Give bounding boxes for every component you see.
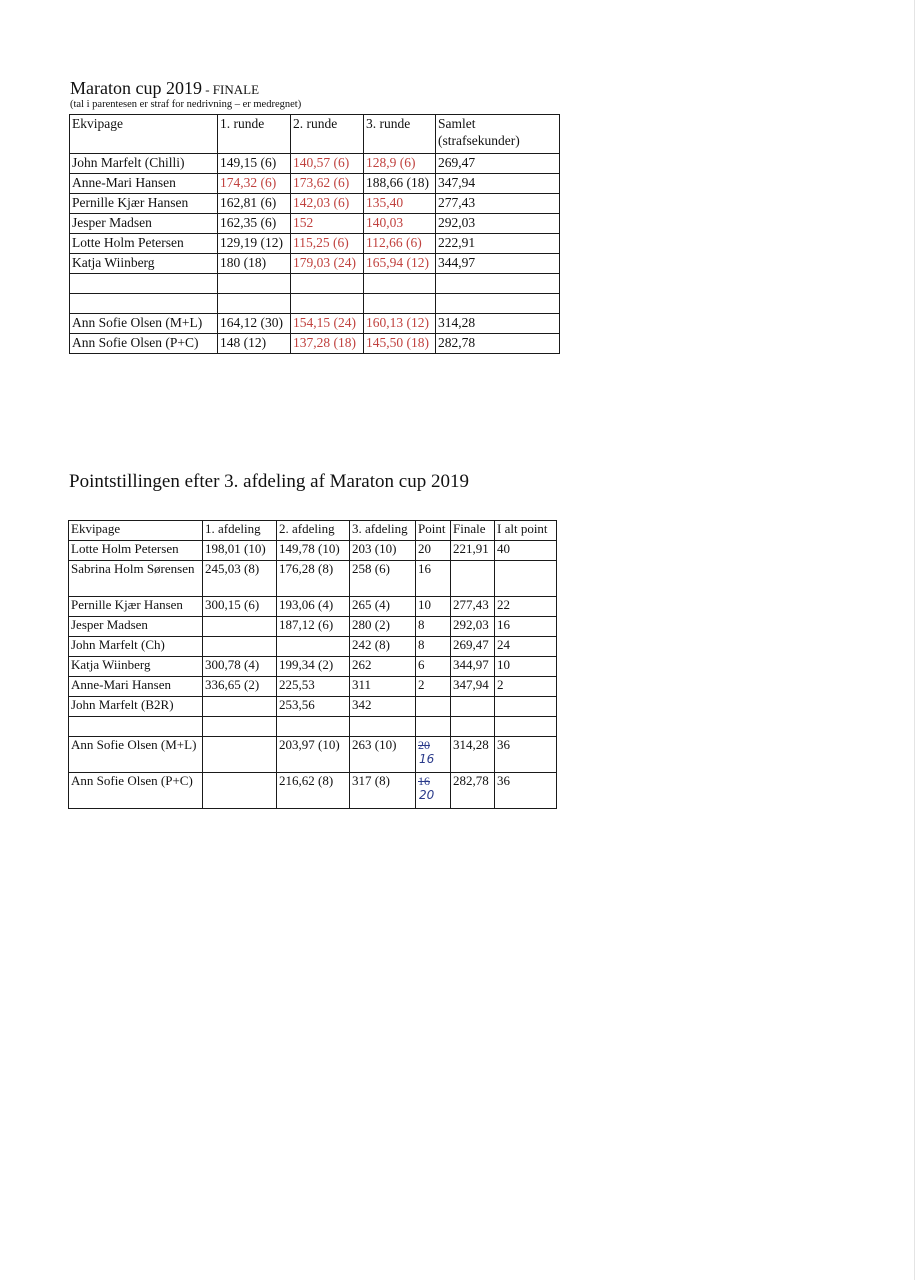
scan-edge-line bbox=[914, 0, 915, 1280]
division-cell bbox=[203, 737, 277, 773]
round-cell: 162,35 (6) bbox=[218, 214, 291, 234]
finale-title-suffix: - FINALE bbox=[201, 82, 260, 97]
header-cell: Ekvipage bbox=[69, 521, 203, 541]
name-cell: Ann Sofie Olsen (P+C) bbox=[70, 334, 218, 354]
header-cell: Ekvipage bbox=[70, 115, 218, 154]
name-cell bbox=[69, 717, 203, 737]
name-cell: Lotte Holm Petersen bbox=[69, 541, 203, 561]
table-row bbox=[69, 697, 557, 717]
division-cell: 317 (8) bbox=[350, 773, 416, 809]
total-cell: 282,78 bbox=[436, 334, 560, 354]
table-row bbox=[70, 174, 560, 194]
round-cell: 115,25 (6) bbox=[291, 234, 364, 254]
round-cell: 112,66 (6) bbox=[364, 234, 436, 254]
total-cell: 347,94 bbox=[436, 174, 560, 194]
total-cell: 36 bbox=[495, 737, 557, 773]
round-cell bbox=[218, 274, 291, 294]
division-cell: 176,28 (8) bbox=[277, 561, 350, 597]
division-cell: 198,01 (10) bbox=[203, 541, 277, 561]
name-cell: John Marfelt (Ch) bbox=[69, 637, 203, 657]
division-cell: 262 bbox=[350, 657, 416, 677]
header-cell: 2. afdeling bbox=[277, 521, 350, 541]
division-cell: 149,78 (10) bbox=[277, 541, 350, 561]
round-cell: 140,57 (6) bbox=[291, 154, 364, 174]
total-cell: 2 bbox=[495, 677, 557, 697]
finale-cell bbox=[451, 717, 495, 737]
finale-title: Maraton cup 2019 - FINALE bbox=[70, 78, 260, 98]
total-cell: 22 bbox=[495, 597, 557, 617]
total-cell bbox=[495, 717, 557, 737]
finale-subtitle: (tal i parentesen er straf for nedrivning – er medregnet) bbox=[70, 99, 302, 110]
point-cell bbox=[416, 737, 451, 773]
round-cell: 165,94 (12) bbox=[364, 254, 436, 274]
table-row bbox=[70, 254, 560, 274]
round-cell: 188,66 (18) bbox=[364, 174, 436, 194]
division-cell: 300,15 (6) bbox=[203, 597, 277, 617]
round-cell: 129,19 (12) bbox=[218, 234, 291, 254]
total-cell: 24 bbox=[495, 637, 557, 657]
empty-row bbox=[70, 294, 560, 314]
table-row bbox=[70, 214, 560, 234]
division-cell: 203 (10) bbox=[350, 541, 416, 561]
total-cell: 344,97 bbox=[436, 254, 560, 274]
total-cell: 277,43 bbox=[436, 194, 560, 214]
finale-cell: 277,43 bbox=[451, 597, 495, 617]
round-cell bbox=[291, 274, 364, 294]
division-cell: 342 bbox=[350, 697, 416, 717]
finale-cell: 347,94 bbox=[451, 677, 495, 697]
corrected-point: 20 bbox=[419, 788, 435, 802]
table-row bbox=[70, 194, 560, 214]
name-cell: Lotte Holm Petersen bbox=[70, 234, 218, 254]
round-cell: 174,32 (6) bbox=[218, 174, 291, 194]
point-cell bbox=[416, 773, 451, 809]
name-cell: John Marfelt (B2R) bbox=[69, 697, 203, 717]
total-cell: 222,91 bbox=[436, 234, 560, 254]
name-cell: Katja Wiinberg bbox=[70, 254, 218, 274]
header-cell: I alt point bbox=[495, 521, 557, 541]
division-cell: 225,53 bbox=[277, 677, 350, 697]
point-cell bbox=[416, 697, 451, 717]
round-cell bbox=[291, 294, 364, 314]
round-cell: 145,50 (18) bbox=[364, 334, 436, 354]
corrected-point: 16 bbox=[419, 752, 435, 766]
division-cell: 280 (2) bbox=[350, 617, 416, 637]
round-cell: 180 (18) bbox=[218, 254, 291, 274]
finale-cell: 269,47 bbox=[451, 637, 495, 657]
table-row bbox=[69, 737, 557, 773]
division-cell: 242 (8) bbox=[350, 637, 416, 657]
finale-cell bbox=[451, 561, 495, 597]
division-cell bbox=[277, 637, 350, 657]
round-cell: 135,40 bbox=[364, 194, 436, 214]
total-cell bbox=[436, 274, 560, 294]
standings-title: Pointstillingen efter 3. afdeling af Maraton cup 2019 bbox=[69, 471, 469, 492]
total-cell bbox=[495, 697, 557, 717]
round-cell: 140,03 bbox=[364, 214, 436, 234]
round-cell: 160,13 (12) bbox=[364, 314, 436, 334]
table-row bbox=[70, 234, 560, 254]
round-cell: 173,62 (6) bbox=[291, 174, 364, 194]
round-cell: 142,03 (6) bbox=[291, 194, 364, 214]
empty-row bbox=[69, 717, 557, 737]
division-cell: 253,56 bbox=[277, 697, 350, 717]
round-cell bbox=[364, 274, 436, 294]
header-cell: Finale bbox=[451, 521, 495, 541]
table-row bbox=[69, 617, 557, 637]
finale-cell: 314,28 bbox=[451, 737, 495, 773]
round-cell: 179,03 (24) bbox=[291, 254, 364, 274]
name-cell: Pernille Kjær Hansen bbox=[70, 194, 218, 214]
round-cell: 162,81 (6) bbox=[218, 194, 291, 214]
round-cell: 149,15 (6) bbox=[218, 154, 291, 174]
table-row bbox=[69, 657, 557, 677]
name-cell: Ann Sofie Olsen (P+C) bbox=[69, 773, 203, 809]
header-cell: 2. runde bbox=[291, 115, 364, 154]
name-cell: Anne-Mari Hansen bbox=[70, 174, 218, 194]
division-cell: 199,34 (2) bbox=[277, 657, 350, 677]
header-cell: 1. afdeling bbox=[203, 521, 277, 541]
point-cell: 20 bbox=[416, 541, 451, 561]
finale-header-row bbox=[70, 115, 560, 154]
name-cell: Jesper Madsen bbox=[69, 617, 203, 637]
point-cell: 6 bbox=[416, 657, 451, 677]
table-row bbox=[70, 314, 560, 334]
division-cell: 216,62 (8) bbox=[277, 773, 350, 809]
finale-cell: 282,78 bbox=[451, 773, 495, 809]
division-cell: 245,03 (8) bbox=[203, 561, 277, 597]
point-cell: 10 bbox=[416, 597, 451, 617]
header-cell: Samlet (strafsekunder) bbox=[436, 115, 560, 154]
finale-table bbox=[69, 114, 560, 354]
name-cell: Jesper Madsen bbox=[70, 214, 218, 234]
round-cell: 154,15 (24) bbox=[291, 314, 364, 334]
total-cell: 10 bbox=[495, 657, 557, 677]
point-cell: 8 bbox=[416, 617, 451, 637]
total-cell bbox=[436, 294, 560, 314]
struck-point: 16 bbox=[418, 774, 430, 788]
division-cell bbox=[203, 773, 277, 809]
name-cell: Anne-Mari Hansen bbox=[69, 677, 203, 697]
round-cell: 137,28 (18) bbox=[291, 334, 364, 354]
standings-header-row bbox=[69, 521, 557, 541]
total-cell: 269,47 bbox=[436, 154, 560, 174]
division-cell: 187,12 (6) bbox=[277, 617, 350, 637]
division-cell: 193,06 (4) bbox=[277, 597, 350, 617]
division-cell: 203,97 (10) bbox=[277, 737, 350, 773]
total-cell: 314,28 bbox=[436, 314, 560, 334]
division-cell bbox=[203, 717, 277, 737]
round-cell: 164,12 (30) bbox=[218, 314, 291, 334]
division-cell bbox=[203, 697, 277, 717]
division-cell: 263 (10) bbox=[350, 737, 416, 773]
header-cell: Point bbox=[416, 521, 451, 541]
name-cell bbox=[70, 294, 218, 314]
round-cell: 148 (12) bbox=[218, 334, 291, 354]
point-cell: 2 bbox=[416, 677, 451, 697]
table-row bbox=[70, 154, 560, 174]
table-row bbox=[70, 334, 560, 354]
total-cell: 292,03 bbox=[436, 214, 560, 234]
name-cell: Sabrina Holm Sørensen bbox=[69, 561, 203, 597]
total-cell bbox=[495, 561, 557, 597]
standings-table bbox=[68, 520, 557, 809]
round-cell: 152 bbox=[291, 214, 364, 234]
handwritten-correction bbox=[418, 737, 450, 771]
table-row bbox=[69, 773, 557, 809]
table-row bbox=[69, 561, 557, 597]
point-cell: 16 bbox=[416, 561, 451, 597]
finale-cell: 221,91 bbox=[451, 541, 495, 561]
division-cell bbox=[203, 617, 277, 637]
table-row bbox=[69, 637, 557, 657]
header-cell: 3. afdeling bbox=[350, 521, 416, 541]
division-cell bbox=[277, 717, 350, 737]
point-cell bbox=[416, 717, 451, 737]
division-cell: 258 (6) bbox=[350, 561, 416, 597]
division-cell: 311 bbox=[350, 677, 416, 697]
division-cell: 336,65 (2) bbox=[203, 677, 277, 697]
division-cell bbox=[350, 717, 416, 737]
division-cell: 300,78 (4) bbox=[203, 657, 277, 677]
total-cell: 36 bbox=[495, 773, 557, 809]
table-row bbox=[69, 597, 557, 617]
division-cell: 265 (4) bbox=[350, 597, 416, 617]
finale-cell bbox=[451, 697, 495, 717]
point-cell: 8 bbox=[416, 637, 451, 657]
table-row bbox=[69, 541, 557, 561]
name-cell: Katja Wiinberg bbox=[69, 657, 203, 677]
division-cell bbox=[203, 637, 277, 657]
name-cell: John Marfelt (Chilli) bbox=[70, 154, 218, 174]
finale-cell: 344,97 bbox=[451, 657, 495, 677]
name-cell: Pernille Kjær Hansen bbox=[69, 597, 203, 617]
struck-point: 20 bbox=[418, 738, 430, 752]
total-cell: 16 bbox=[495, 617, 557, 637]
round-cell bbox=[364, 294, 436, 314]
empty-row bbox=[70, 274, 560, 294]
total-cell: 40 bbox=[495, 541, 557, 561]
header-cell: 3. runde bbox=[364, 115, 436, 154]
table-row bbox=[69, 677, 557, 697]
round-cell bbox=[218, 294, 291, 314]
handwritten-correction bbox=[418, 773, 450, 807]
header-cell: 1. runde bbox=[218, 115, 291, 154]
name-cell: Ann Sofie Olsen (M+L) bbox=[70, 314, 218, 334]
round-cell: 128,9 (6) bbox=[364, 154, 436, 174]
name-cell: Ann Sofie Olsen (M+L) bbox=[69, 737, 203, 773]
name-cell bbox=[70, 274, 218, 294]
finale-cell: 292,03 bbox=[451, 617, 495, 637]
